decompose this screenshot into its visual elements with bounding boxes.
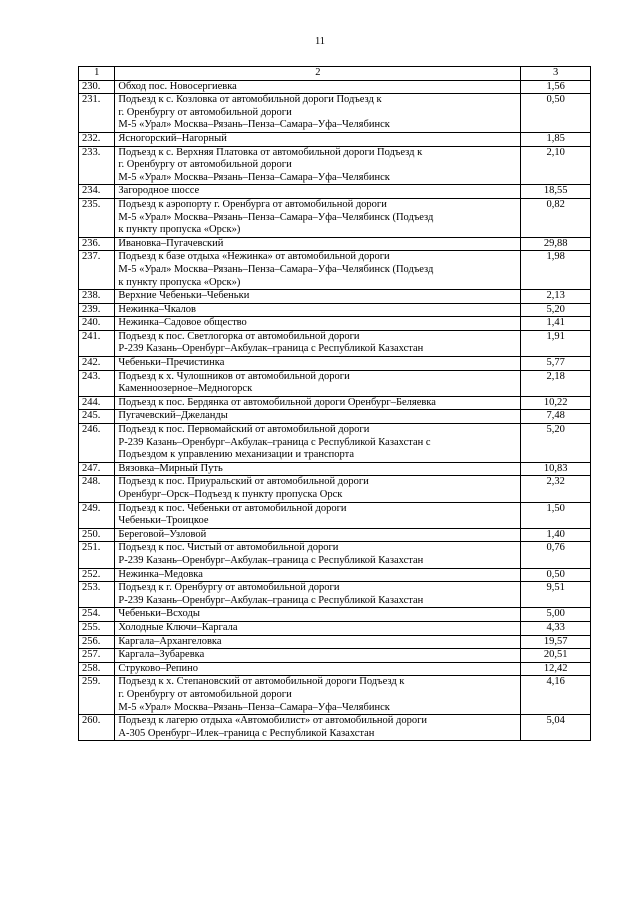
road-name-cell xyxy=(115,676,521,715)
road-name-cell xyxy=(115,649,521,663)
table-row xyxy=(79,502,591,528)
table-row xyxy=(79,357,591,371)
row-number: 238. xyxy=(79,290,115,304)
road-name-line: Пугачевский–Джеланды xyxy=(118,410,228,422)
table-row xyxy=(79,80,591,94)
page-number: 11 xyxy=(314,36,326,47)
road-name-line: г. Оренбургу от автомобильной дороги xyxy=(118,106,292,118)
road-name-cell xyxy=(115,330,521,356)
road-name-cell xyxy=(115,370,521,396)
road-name-cell xyxy=(115,357,521,371)
header-col-name: 2 xyxy=(115,67,521,81)
road-name-line: Загородное шоссе xyxy=(118,185,200,197)
road-name-line: Р-239 Казань–Оренбург–Акбулак–граница с Республикой Казахстан xyxy=(118,554,424,566)
road-length-value: 1,91 xyxy=(521,330,591,356)
road-length-value: 0,76 xyxy=(521,542,591,568)
table-row xyxy=(79,621,591,635)
road-name-line: Каргала–Зубаревка xyxy=(118,649,205,661)
road-name-line: Ивановка–Пугачевский xyxy=(118,237,224,249)
road-name-line: Подъезд к х. Чулошников от автомобильной дороги xyxy=(118,370,350,382)
row-number: 239. xyxy=(79,303,115,317)
row-number: 260. xyxy=(79,715,115,741)
row-number: 253. xyxy=(79,582,115,608)
road-name-line: Подъезд к пос. Первомайский от автомобильной дороги xyxy=(118,424,370,436)
road-length-value: 2,32 xyxy=(521,476,591,502)
header-col-number: 1 xyxy=(79,67,115,81)
table-row xyxy=(79,410,591,424)
row-number: 248. xyxy=(79,476,115,502)
road-name-cell xyxy=(115,396,521,410)
road-name-line: Оренбург–Орск–Подъезд к пункту пропуска Орск xyxy=(118,489,343,500)
road-name-cell xyxy=(115,542,521,568)
road-length-value: 5,20 xyxy=(521,303,591,317)
row-number: 244. xyxy=(79,396,115,410)
header-col-length: 3 xyxy=(521,67,591,81)
road-length-value: 10,22 xyxy=(521,396,591,410)
road-length-value: 2,18 xyxy=(521,370,591,396)
row-number: 258. xyxy=(79,662,115,676)
road-length-value: 1,98 xyxy=(521,251,591,290)
row-number: 246. xyxy=(79,424,115,463)
road-name-cell xyxy=(115,80,521,94)
table-row xyxy=(79,94,591,133)
road-name-line: Р-239 Казань–Оренбург–Акбулак–граница с Республикой Казахстан xyxy=(118,594,424,606)
table-row xyxy=(79,568,591,582)
road-name-cell xyxy=(115,424,521,463)
road-name-line: Р-239 Казань–Оренбург–Акбулак–граница с Республикой Казахстан с xyxy=(118,436,431,448)
table-row xyxy=(79,676,591,715)
road-name-line: г. Оренбургу от автомобильной дороги xyxy=(118,159,292,171)
road-name-line: Подъезд к лагерю отдыха «Автомобилист» от автомобильной дороги xyxy=(118,715,428,727)
road-length-value: 4,16 xyxy=(521,676,591,715)
road-name-line: М-5 «Урал» Москва–Рязань–Пенза–Самара–Уфа–Челябинск xyxy=(118,701,390,713)
row-number: 231. xyxy=(79,94,115,133)
road-name-line: Нежинка–Медовка xyxy=(118,568,203,580)
row-number: 232. xyxy=(79,132,115,146)
road-name-cell xyxy=(115,237,521,251)
road-length-value: 18,55 xyxy=(521,185,591,199)
road-name-line: Каменноозерное–Медногорск xyxy=(118,383,253,395)
table-row xyxy=(79,608,591,622)
road-name-cell xyxy=(115,621,521,635)
road-name-line: М-5 «Урал» Москва–Рязань–Пенза–Самара–Уфа–Челябинск (Подъезд xyxy=(118,263,434,275)
row-number: 241. xyxy=(79,330,115,356)
table-row xyxy=(79,146,591,185)
row-number: 243. xyxy=(79,370,115,396)
road-length-value: 4,33 xyxy=(521,621,591,635)
road-name-line: Подъезд к пос. Приуральский от автомобильной дороги xyxy=(118,476,369,488)
table-row xyxy=(79,462,591,476)
road-length-value: 0,82 xyxy=(521,198,591,237)
road-name-line: Береговой–Узловой xyxy=(118,528,207,540)
table-row xyxy=(79,635,591,649)
road-length-value: 2,10 xyxy=(521,146,591,185)
row-number: 245. xyxy=(79,410,115,424)
road-name-line: А-305 Оренбург–Илек–граница с Республикой Казахстан xyxy=(118,727,375,739)
road-length-value: 19,57 xyxy=(521,635,591,649)
road-name-line: Ясногорский–Нагорный xyxy=(118,132,227,144)
road-name-cell xyxy=(115,462,521,476)
road-name-line: Струково–Репино xyxy=(118,662,199,674)
road-name-line: Верхние Чебеньки–Чебеньки xyxy=(118,290,250,302)
row-number: 254. xyxy=(79,608,115,622)
table-row xyxy=(79,396,591,410)
road-length-value: 10,83 xyxy=(521,462,591,476)
row-number: 257. xyxy=(79,649,115,663)
road-name-cell xyxy=(115,185,521,199)
table-row xyxy=(79,662,591,676)
road-length-value: 0,50 xyxy=(521,568,591,582)
road-name-line: Р-239 Казань–Оренбург–Акбулак–граница с Республикой Казахстан xyxy=(118,343,424,355)
table-row xyxy=(79,370,591,396)
row-number: 252. xyxy=(79,568,115,582)
row-number: 242. xyxy=(79,357,115,371)
road-name-line: М-5 «Урал» Москва–Рязань–Пенза–Самара–Уфа–Челябинск (Подъезд xyxy=(118,211,434,223)
table-row xyxy=(79,251,591,290)
road-name-line: к пункту пропуска «Орск») xyxy=(118,276,241,288)
row-number: 235. xyxy=(79,198,115,237)
road-name-line: Чебеньки–Троицкое xyxy=(118,515,209,527)
table-header-row xyxy=(79,67,591,81)
road-name-cell xyxy=(115,251,521,290)
row-number: 230. xyxy=(79,80,115,94)
road-name-line: Чебеньки–Всходы xyxy=(118,608,200,620)
road-name-line: Нежинка–Чкалов xyxy=(118,303,196,315)
row-number: 234. xyxy=(79,185,115,199)
table-row xyxy=(79,542,591,568)
road-name-line: Подъезд к пос. Чистый от автомобильной дороги xyxy=(118,542,339,554)
table-row xyxy=(79,198,591,237)
road-name-line: Подъезд к х. Степановский от автомобильной дороги Подъезд к xyxy=(118,676,405,688)
road-length-value: 2,13 xyxy=(521,290,591,304)
table-body xyxy=(79,67,591,741)
road-name-line: г. Оренбургу от автомобильной дороги xyxy=(118,688,292,700)
road-name-cell xyxy=(115,94,521,133)
road-name-cell xyxy=(115,568,521,582)
table-row xyxy=(79,424,591,463)
table-row xyxy=(79,528,591,542)
road-length-value: 1,41 xyxy=(521,317,591,331)
road-length-value: 5,04 xyxy=(521,715,591,741)
road-length-value: 9,51 xyxy=(521,582,591,608)
road-length-value: 29,88 xyxy=(521,237,591,251)
row-number: 255. xyxy=(79,621,115,635)
table-row xyxy=(79,582,591,608)
road-name-cell xyxy=(115,410,521,424)
road-length-value: 1,56 xyxy=(521,80,591,94)
road-name-line: Каргала–Архангеловка xyxy=(118,635,222,647)
road-name-cell xyxy=(115,476,521,502)
road-name-line: Вязовка–Мирный Путь xyxy=(118,462,223,474)
road-name-line: Подъезд к с. Верхняя Платовка от автомобильной дороги Подъезд к xyxy=(118,146,423,158)
table-row xyxy=(79,476,591,502)
road-length-value: 7,48 xyxy=(521,410,591,424)
road-length-value: 5,77 xyxy=(521,357,591,371)
table-row xyxy=(79,649,591,663)
road-name-line: Чебеньки–Пречистинка xyxy=(118,357,225,369)
row-number: 251. xyxy=(79,542,115,568)
road-name-cell xyxy=(115,290,521,304)
road-name-line: Подъезд к пос. Чебеньки от автомобильной дороги xyxy=(118,502,347,514)
road-length-value: 0,50 xyxy=(521,94,591,133)
road-name-line: Нежинка–Садовое общество xyxy=(118,317,247,329)
road-name-cell xyxy=(115,528,521,542)
road-name-line: Подъезд к с. Козловка от автомобильной дороги Подъезд к xyxy=(118,94,382,106)
row-number: 250. xyxy=(79,528,115,542)
row-number: 236. xyxy=(79,237,115,251)
road-name-line: М-5 «Урал» Москва–Рязань–Пенза–Самара–Уфа–Челябинск xyxy=(118,119,390,131)
road-name-cell xyxy=(115,662,521,676)
row-number: 249. xyxy=(79,502,115,528)
road-length-value: 1,85 xyxy=(521,132,591,146)
road-name-line: Подъезд к г. Оренбургу от автомобильной дороги xyxy=(118,582,340,594)
row-number: 240. xyxy=(79,317,115,331)
table-row xyxy=(79,330,591,356)
road-name-line: Подъездом к управлению механизации и транспорта xyxy=(118,449,355,461)
road-length-value: 5,00 xyxy=(521,608,591,622)
row-number: 256. xyxy=(79,635,115,649)
roads-table xyxy=(78,66,591,741)
table-row xyxy=(79,290,591,304)
road-name-line: Подъезд к пос. Бердянка от автомобильной дороги Оренбург–Беляевка xyxy=(118,396,436,408)
row-number: 247. xyxy=(79,462,115,476)
road-name-line: к пункту пропуска «Орск») xyxy=(118,224,241,236)
road-name-line: М-5 «Урал» Москва–Рязань–Пенза–Самара–Уфа–Челябинск xyxy=(118,171,390,183)
road-name-line: Подъезд к аэропорту г. Оренбурга от автомобильной дороги xyxy=(118,198,387,210)
road-name-cell xyxy=(115,303,521,317)
road-length-value: 12,42 xyxy=(521,662,591,676)
road-length-value: 5,20 xyxy=(521,424,591,463)
road-name-cell xyxy=(115,715,521,741)
table-row xyxy=(79,317,591,331)
road-name-cell xyxy=(115,635,521,649)
table-row xyxy=(79,303,591,317)
road-length-value: 1,50 xyxy=(521,502,591,528)
road-length-value: 20,51 xyxy=(521,649,591,663)
row-number: 233. xyxy=(79,146,115,185)
table-row xyxy=(79,715,591,741)
table-row xyxy=(79,132,591,146)
row-number: 237. xyxy=(79,251,115,290)
road-name-cell xyxy=(115,132,521,146)
road-name-line: Обход пос. Новосергиевка xyxy=(118,80,237,92)
road-name-cell xyxy=(115,582,521,608)
road-name-cell xyxy=(115,608,521,622)
table-row xyxy=(79,185,591,199)
road-name-line: Подъезд к базе отдыха «Нежинка» от автомобильной дороги xyxy=(118,251,390,263)
road-name-cell xyxy=(115,146,521,185)
road-length-value: 1,40 xyxy=(521,528,591,542)
table-row xyxy=(79,237,591,251)
road-name-cell xyxy=(115,317,521,331)
road-name-cell xyxy=(115,502,521,528)
road-name-line: Холодные Ключи–Каргала xyxy=(118,621,238,633)
road-name-line: Подъезд к пос. Светлогорка от автомобильной дороги xyxy=(118,330,360,342)
road-name-cell xyxy=(115,198,521,237)
row-number: 259. xyxy=(79,676,115,715)
